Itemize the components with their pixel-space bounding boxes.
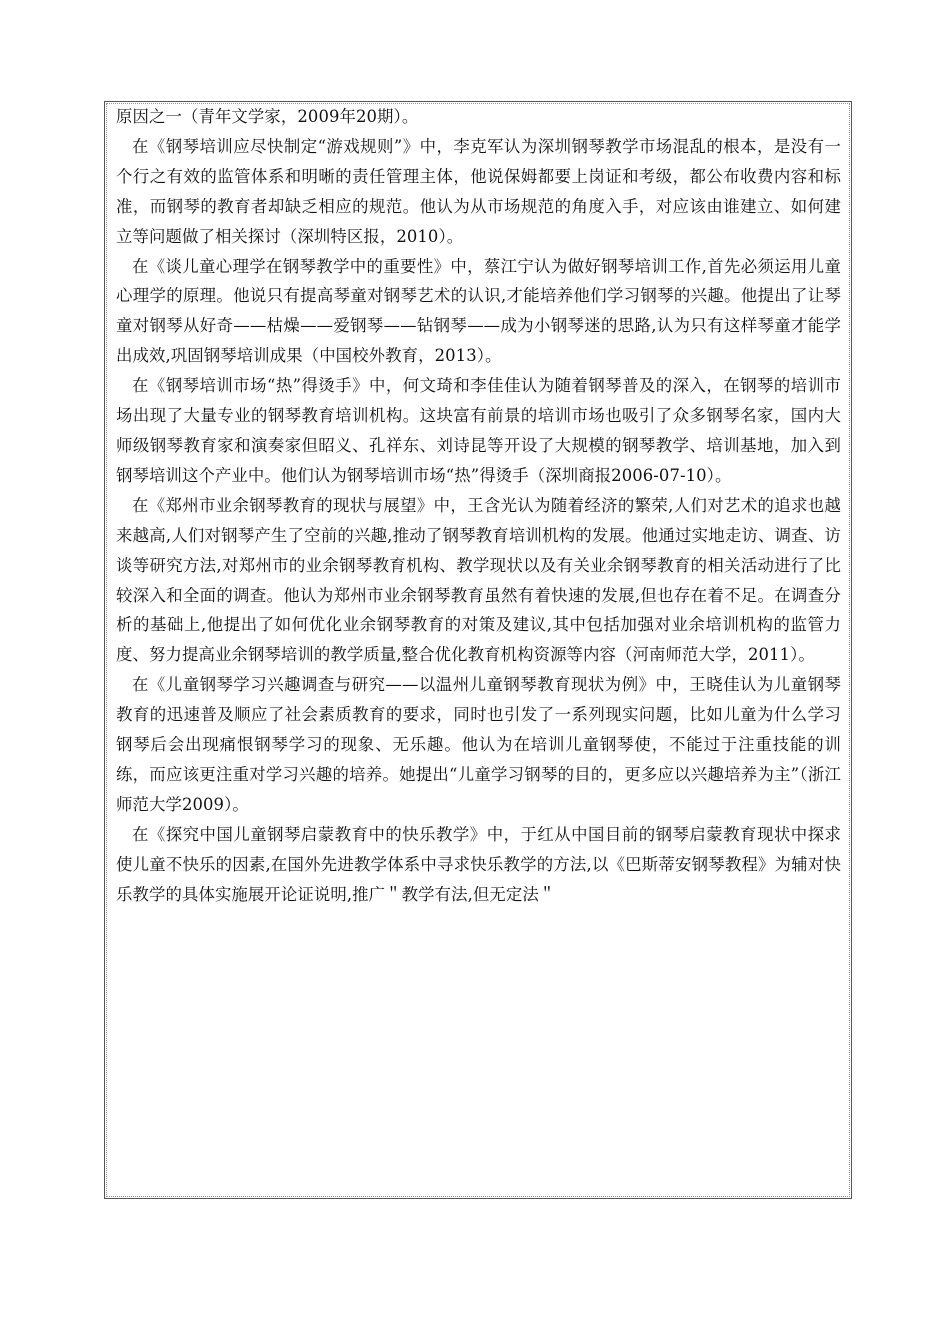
- paragraph-wang-hanguang: 在《郑州市业余钢琴教育的现状与展望》中，王含光认为随着经济的繁荣,人们对艺术的追求也越来越高,人们对钢琴产生了空前的兴趣,推动了钢琴教育培训机构的发展。他通过实地走访、调查、访谈等研究方法,对郑州市的业余钢琴教育机构、教学现状以及有关业余钢琴教育的相关活动进行了比较深入和全面的调查。他认为郑州市业余钢琴教育虽然有着快速的发展,但也存在着不足。在调查分析的基础上,他提出了如何优化业余钢琴教育的对策及建议,其中包括加强对业余培训机构的监管力度、努力提高业余钢琴培训的教学质量,整合优化教育机构资源等内容（河南师范大学，2011）。: [116, 495, 841, 665]
- document-body: [116, 102, 841, 909]
- paragraph-li-kejun: 在《钢琴培训应尽快制定“游戏规则”》中，李克军认为深圳钢琴教学市场混乱的根本，是没有一个行之有效的监管体系和明晰的责任管理主体，他说保姆都要上岗证和考级，都公布收费内容和标准，而钢琴的教育者却缺乏相应的规范。他认为从市场规范的角度入手，对应该由谁建立、如何建立等问题做了相关探讨（深圳特区报，2010）。: [116, 136, 841, 246]
- paragraph-he-wenqi: 在《钢琴培训市场“热”得烫手》中，何文琦和李佳佳认为随着钢琴普及的深入，在钢琴的培训市场出现了大量专业的钢琴教育培训机构。这块富有前景的培训市场也吸引了众多钢琴名家，国内大师级钢琴教育家和演奏家但昭义、孔祥东、刘诗昆等开设了大规模的钢琴教学、培训基地，加入到钢琴培训这个产业中。他们认为钢琴培训市场“热”得烫手（深圳商报2006-07-10）。: [116, 376, 841, 485]
- paragraph-wang-xiaojia: 在《儿童钢琴学习兴趣调查与研究——以温州儿童钢琴教育现状为例》中，王晓佳认为儿童钢琴教育的迅速普及顺应了社会素质教育的要求，同时也引发了一系列现实问题，比如儿童为什么学习钢琴后会出现痛恨钢琴学习的现象、无乐趣。他认为在培训儿童钢琴使，不能过于注重技能的训练，而应该更注重对学习兴趣的培养。她提出“儿童学习钢琴的目的，更多应以兴趣培养为主”（浙江师范大学2009）。: [116, 675, 841, 814]
- table-cell-frame: [104, 101, 852, 1199]
- paragraph-yu-hong: 在《探究中国儿童钢琴启蒙教育中的快乐教学》中，于红从中国目前的钢琴启蒙教育现状中探求使儿童不快乐的因素,在国外先进教学体系中寻求快乐教学的方法,以《巴斯蒂安钢琴教程》为辅对快乐教学的具体实施展开论证说明,推广＂教学有法,但无定法＂: [116, 824, 841, 904]
- paragraph-continuation: 原因之一（青年文学家，2009年20期）。: [116, 107, 419, 126]
- paragraph-cai-jiangning: 在《谈儿童心理学在钢琴教学中的重要性》中，蔡江宁认为做好钢琴培训工作,首先必须运用儿童心理学的原理。他说只有提高琴童对钢琴艺术的认识,才能培养他们学习钢琴的兴趣。他提出了让琴童对钢琴从好奇——枯燥——爱钢琴——钻钢琴——成为小钢琴迷的思路,认为只有这样琴童才能学出成效,巩固钢琴培训成果（中国校外教育，2013）。: [116, 256, 841, 366]
